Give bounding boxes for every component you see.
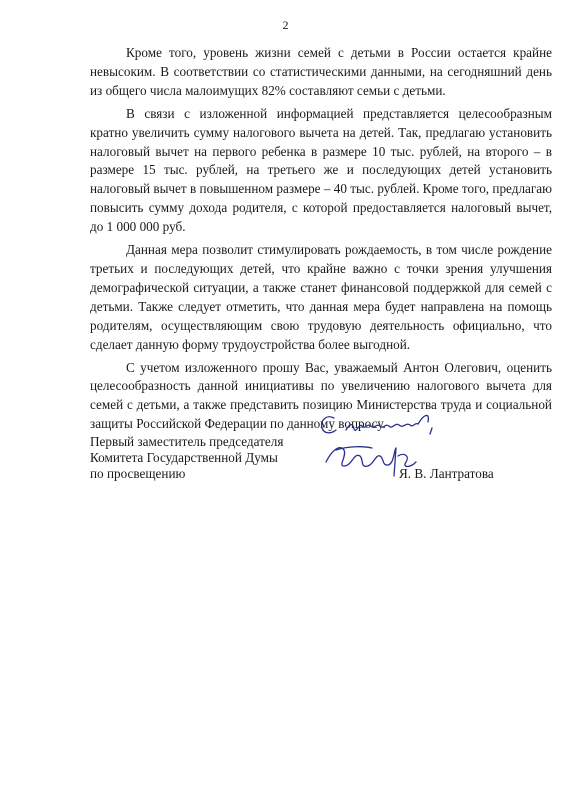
signer-title-line: Первый заместитель председателя <box>90 434 284 449</box>
signature-block <box>90 434 552 494</box>
signer-title <box>90 434 283 482</box>
paragraph: С учетом изложенного прошу Вас, уважаемый Антон Олегович, оценить целесообразность данной инициативы по увеличению налогового вычета для семей с детьми, а также представить позицию Министерства труда и социальной защиты Российской Федерации по данному вопросу. <box>90 359 552 432</box>
signer-name: Я. В. Лантратова <box>399 466 494 481</box>
paragraph: В связи с изложенной информацией представляется целесообразным кратно увеличить сумму налогового вычета на детей. Так, предлагаю установить налоговый вычет на первого ребенка в размере 10 тыс. рублей, на второго – в размере 15 тыс. рублей, на третьего же и последующих детей установить налоговый вычет в повышенном размере – 40 тыс. рублей. Кроме того, предлагаю повысить сумму дохода родителя, с которой предоставляется налоговый вычет, до 1 000 000 руб. <box>90 105 552 235</box>
signer-title-line: Комитета Государственной Думы <box>90 450 278 465</box>
page-number: 2 <box>282 18 289 32</box>
paragraph: Данная мера позволит стимулировать рождаемость, в том числе рождение третьих и последующих детей, что крайне важно с точки зрения улучшения демографической ситуации, а также станет финансовой поддержкой для семей с детьми. Также следует отметить, что данная мера будет направлена на помощь родителям, осуществляющим свою трудовую деятельность официально, что сделает данную форму трудоустройства более выгодной. <box>90 242 552 352</box>
signer-title-line: по просвещению <box>90 466 186 481</box>
paragraph: Кроме того, уровень жизни семей с детьми в России остается крайне невысоким. В соответствии со статистическими данными, на сегодняшний день из общего числа малоимущих 82% составляют семьи с детьми. <box>90 45 552 98</box>
letter-body <box>90 44 552 438</box>
